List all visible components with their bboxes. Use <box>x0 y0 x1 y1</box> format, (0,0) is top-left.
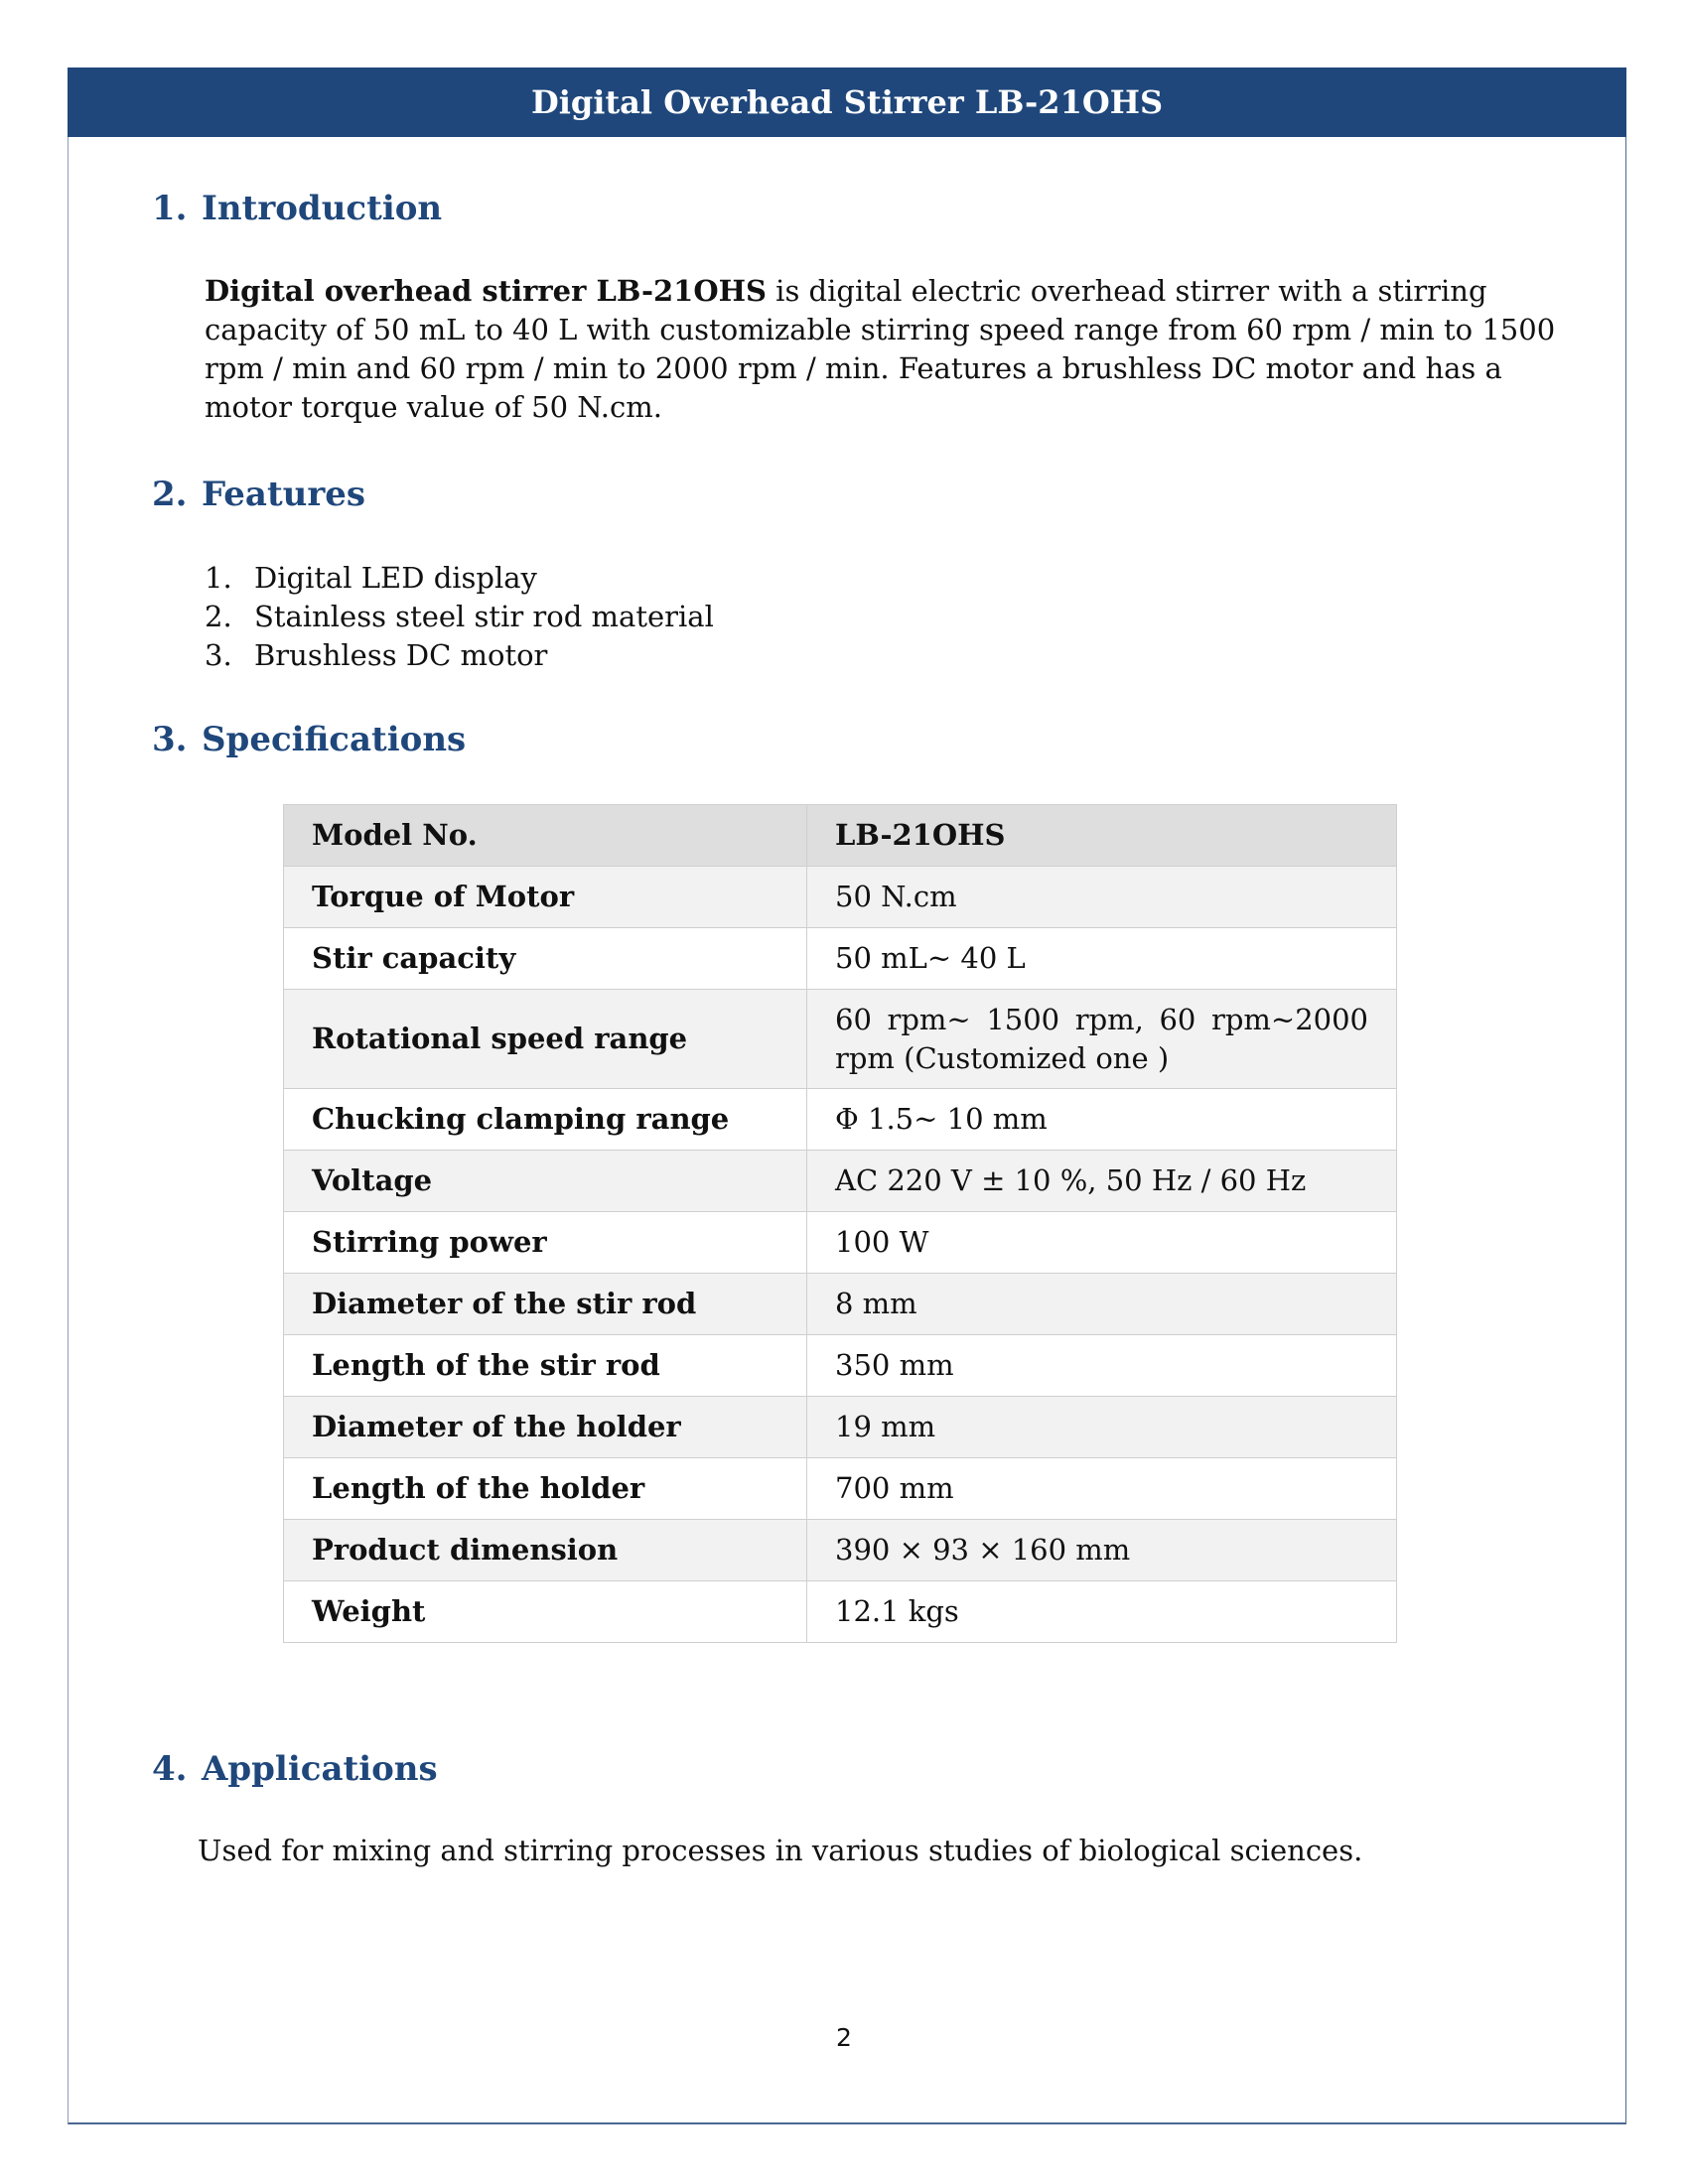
section-title: Introduction <box>202 189 443 228</box>
feature-item <box>205 559 714 598</box>
feature-text: Brushless DC motor <box>254 638 548 672</box>
section-title: Specifications <box>202 720 467 759</box>
table-cell-label: Stir capacity <box>284 928 807 990</box>
section-number: 2. <box>152 475 188 514</box>
table-cell-label: Chucking clamping range <box>284 1089 807 1151</box>
introduction-lead: Digital overhead stirrer LB-21OHS <box>205 274 767 308</box>
table-cell-label: Model No. <box>284 805 807 867</box>
applications-paragraph: Used for mixing and stirring processes in various studies of biological sciences. <box>198 1834 1363 1867</box>
table-row <box>284 928 1397 990</box>
feature-text: Digital LED display <box>254 561 537 595</box>
table-cell-label: Voltage <box>284 1151 807 1212</box>
table-cell-value: 390 × 93 × 160 mm <box>807 1520 1397 1581</box>
table-row <box>284 1335 1397 1397</box>
table-cell-value: 12.1 kgs <box>807 1581 1397 1643</box>
section-heading-features <box>152 475 365 514</box>
table-cell-label: Diameter of the holder <box>284 1397 807 1458</box>
section-title: Features <box>202 475 366 514</box>
table-row <box>284 1089 1397 1151</box>
table-cell-value: AC 220 V ± 10 %, 50 Hz / 60 Hz <box>807 1151 1397 1212</box>
table-row <box>284 1151 1397 1212</box>
table-cell-label: Rotational speed range <box>284 990 807 1089</box>
section-number: 1. <box>152 189 188 228</box>
table-header-row <box>284 805 1397 867</box>
feature-number: 3. <box>205 638 232 672</box>
document-title: Digital Overhead Stirrer LB-21OHS <box>530 83 1164 121</box>
table-cell-value: 350 mm <box>807 1335 1397 1397</box>
section-number: 3. <box>152 720 188 759</box>
table-cell-label: Product dimension <box>284 1520 807 1581</box>
table-cell-value: 50 mL~ 40 L <box>807 928 1397 990</box>
page-number: 2 <box>836 2023 852 2052</box>
table-cell-value: 60 rpm~ 1500 rpm, 60 rpm~2000 rpm (Customized one ) <box>807 990 1397 1089</box>
table-row <box>284 990 1397 1089</box>
table-cell-value: 8 mm <box>807 1274 1397 1335</box>
table-cell-value: LB-21OHS <box>807 805 1397 867</box>
section-title: Applications <box>202 1749 438 1789</box>
table-row <box>284 1274 1397 1335</box>
table-cell-label: Length of the stir rod <box>284 1335 807 1397</box>
feature-number: 2. <box>205 600 232 633</box>
table-cell-label: Length of the holder <box>284 1458 807 1520</box>
table-cell-label: Diameter of the stir rod <box>284 1274 807 1335</box>
feature-text: Stainless steel stir rod material <box>254 600 714 633</box>
section-heading-applications <box>152 1749 438 1789</box>
introduction-paragraph <box>205 272 1585 427</box>
introduction-body: is digital electric overhead stirrer with a stirring capacity of 50 mL to 40 L with customizable stirring speed range from 60 rpm / min to 1500 rpm / min and 60 rpm / min to 2000 rpm / min. Features a brushless DC motor and has a motor torque value of 50 N.cm. <box>205 274 1556 424</box>
table-row <box>284 867 1397 928</box>
table-cell-value: 50 N.cm <box>807 867 1397 928</box>
table-cell-label: Stirring power <box>284 1212 807 1274</box>
section-number: 4. <box>152 1749 188 1789</box>
specifications-table <box>283 804 1397 1643</box>
feature-item <box>205 598 714 636</box>
table-cell-value: 19 mm <box>807 1397 1397 1458</box>
table-cell-value: 100 W <box>807 1212 1397 1274</box>
table-row <box>284 1458 1397 1520</box>
table-row <box>284 1520 1397 1581</box>
feature-number: 1. <box>205 561 232 595</box>
table-row <box>284 1581 1397 1643</box>
feature-item <box>205 636 714 675</box>
section-heading-introduction <box>152 189 442 228</box>
table-cell-label: Weight <box>284 1581 807 1643</box>
table-cell-value: 700 mm <box>807 1458 1397 1520</box>
section-heading-specifications <box>152 720 466 759</box>
table-cell-label: Torque of Motor <box>284 867 807 928</box>
features-list <box>205 559 714 675</box>
table-row <box>284 1397 1397 1458</box>
document-title-bar <box>68 68 1626 137</box>
table-cell-value: Φ 1.5~ 10 mm <box>807 1089 1397 1151</box>
table-row <box>284 1212 1397 1274</box>
